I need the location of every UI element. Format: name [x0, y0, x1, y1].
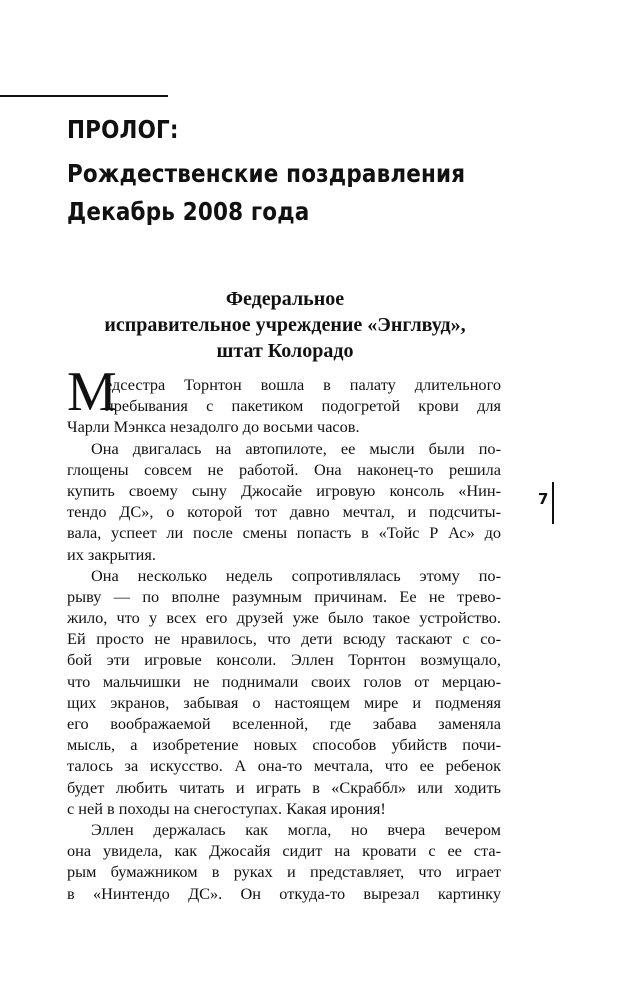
section-heading-line: исправительное учреждение «Энглвуд», — [104, 314, 466, 336]
drop-cap: М — [67, 361, 117, 423]
chapter-title-line1: Рождественские поздравления — [67, 159, 466, 188]
body-text — [67, 374, 501, 904]
text-line: Она двигалась на автопилоте, ее мысли были по- — [91, 438, 501, 458]
text-line: Ей просто не нравилось, что дети всюду таскают с со- — [67, 629, 501, 649]
text-line: Она несколько недель сопротивлялась этому по- — [91, 565, 501, 585]
text-line: их закрытия. — [67, 544, 156, 564]
text-line: купить своему сыну Джосайе игровую консоль «Нин- — [67, 480, 501, 500]
text-line: Эллен держалась как могла, но вчера вечером — [91, 819, 501, 839]
text-line: бой эти игровые консоли. Эллен Торнтон возмущало, — [67, 650, 501, 670]
text-line: глощены совсем не работой. Она наконец-то решила — [67, 459, 501, 479]
prologue-heading: ПРОЛОГ: — [67, 115, 179, 144]
top-rule — [0, 95, 168, 97]
text-line: пребывания с пакетиком подогретой крови для — [105, 396, 501, 416]
section-heading-line: Федеральное — [225, 288, 345, 310]
text-line: она увидела, как Джосайя сидит на кровати с ее ста- — [67, 841, 501, 861]
page-number-rule — [552, 482, 554, 524]
section-heading-line: штат Колорадо — [216, 340, 354, 362]
text-line: жило, что у всех его друзей уже было такое устройство. — [67, 608, 501, 628]
text-line: Чарли Мэнкса незадолго до восьми часов. — [67, 417, 360, 437]
text-line: тендо ДС», о которой тот давно мечтал, и подсчиты- — [67, 502, 501, 522]
text-line: рыву — по вполне разумным причинам. Ее не трево- — [67, 586, 501, 606]
text-line: в «Нинтендо ДС». Он откуда-то вырезал картинку — [67, 883, 501, 903]
section-heading — [0, 286, 570, 364]
text-line: едсестра Торнтон вошла в палату длительного — [105, 375, 501, 394]
text-line: вала, успеет ли после смены попасть в «Тойс Р Ас» до — [67, 523, 501, 543]
text-line: щих экранов, забывая о настоящем мире и подменяя — [67, 692, 501, 712]
text-line: мысль, а изобретение новых способов убийств почи- — [67, 735, 501, 755]
page-number: 7 — [538, 490, 549, 508]
text-line: с ней в походы на снегоступах. Какая ирония! — [67, 798, 386, 818]
text-line: его воображаемой вселенной, где забава заменяла — [67, 714, 501, 733]
text-line: что мальчишки не поднимали своих голов от мерцаю- — [67, 671, 501, 691]
text-line: талось за искусство. А она-то мечтала, что ее ребенок — [67, 756, 501, 776]
text-line: рым бумажником в руках и представляет, что играет — [67, 862, 501, 882]
text-line: будет любить читать и играть в «Скраббл» или ходить — [67, 777, 501, 797]
chapter-title-line2: Декабрь 2008 года — [67, 197, 310, 226]
